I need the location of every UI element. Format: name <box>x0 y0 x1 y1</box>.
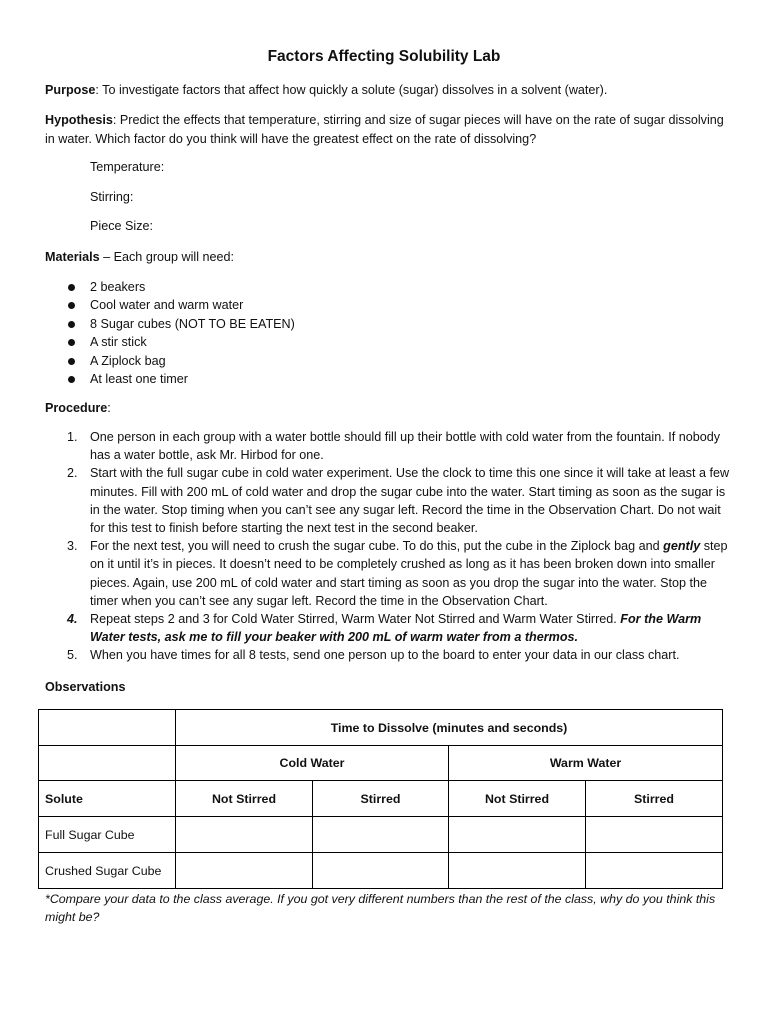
bullet-icon <box>68 284 75 291</box>
procedure-step-5: 5. When you have times for all 8 tests, send one person up to the board to enter your data in our class chart. <box>67 648 680 663</box>
cold-water-header: Cold Water <box>176 746 449 781</box>
bullet-icon <box>68 302 75 309</box>
purpose-section <box>45 81 735 100</box>
table-row <box>39 781 723 817</box>
list-item: Cool water and warm water <box>45 296 725 314</box>
list-item: 8 Sugar cubes (NOT TO BE EATEN) <box>45 315 725 333</box>
row-label-full-sugar-cube: Full Sugar Cube <box>39 817 176 853</box>
table-row <box>39 853 723 889</box>
bullet-icon <box>68 339 75 346</box>
table-row <box>39 746 723 781</box>
hypothesis-prompt-stirring: Stirring: <box>90 190 134 204</box>
materials-list <box>45 278 725 388</box>
table-row <box>39 817 723 853</box>
observation-chart <box>38 709 723 889</box>
procedure-step-3: 3. For the next test, you will need to crush the sugar cube. To do this, put the cube in the Ziplock bag and gently step on it until it’s in pieces. It doesn’t need to be completely crushed as long as it has been broken down into smaller pieces. Again, use 200 mL of cold water and start timing as soon as you drop the sugar into the water. Stop the timer when you can’t see any sugar left. Record the time in the Observation Chart. <box>67 539 728 608</box>
materials-text: – Each group will need: <box>99 250 235 264</box>
bullet-icon <box>68 358 75 365</box>
table-cell-blank[interactable] <box>449 853 586 889</box>
table-cell-empty <box>39 710 176 746</box>
bullet-icon <box>68 321 75 328</box>
cold-not-stirred-header: Not Stirred <box>176 781 313 817</box>
table-row <box>39 710 723 746</box>
warm-water-header: Warm Water <box>449 746 723 781</box>
hypothesis-label: Hypothesis <box>45 113 113 127</box>
table-cell-blank[interactable] <box>586 817 723 853</box>
page-title: Factors Affecting Solubility Lab <box>267 48 501 65</box>
procedure-step-4: 4. Repeat steps 2 and 3 for Cold Water Stirred, Warm Water Not Stirred and Warm Water Stirred. For the Warm Water tests, ask me to fill your beaker with 200 mL of warm water from a thermos. <box>67 612 702 645</box>
table-cell-blank[interactable] <box>313 817 449 853</box>
procedure-steps <box>45 428 731 665</box>
warm-not-stirred-header: Not Stirred <box>449 781 586 817</box>
list-item: A Ziplock bag <box>45 352 725 370</box>
procedure-label: Procedure <box>45 401 108 415</box>
list-item: 2 beakers <box>45 278 725 296</box>
hypothesis-prompt-temperature: Temperature: <box>90 160 165 174</box>
procedure-step-1: 1. One person in each group with a water bottle should fill up their bottle with cold water from the fountain. If nobody has a water bottle, ask Mr. Hirbod for one. <box>67 430 721 463</box>
procedure-heading: Procedure: <box>45 401 111 415</box>
purpose-text: : To investigate factors that affect how quickly a solute (sugar) dissolves in a solvent (water). <box>95 83 608 97</box>
hypothesis-section <box>45 111 735 149</box>
list-item: A stir stick <box>45 333 725 351</box>
purpose-label: Purpose <box>45 83 96 97</box>
procedure-step-2: 2. Start with the full sugar cube in cold water experiment. Use the clock to time this one since it will take at least a few minutes. Fill with 200 mL of cold water and drop the sugar cube into the water. Start timing as soon as the sugar is in the water. Stop timing when you can’t see any sugar left. Record the time in the Observation Chart. Do not wait for this test to finish before starting the next test in the second beaker. <box>67 466 730 536</box>
solute-header: Solute <box>39 781 176 817</box>
table-cell-blank[interactable] <box>449 817 586 853</box>
footnote: *Compare your data to the class average. If you got very different numbers than the rest of the class, why do you think this might be? <box>45 892 716 924</box>
table-cell-blank[interactable] <box>176 853 313 889</box>
cold-stirred-header: Stirred <box>313 781 449 817</box>
table-cell-blank[interactable] <box>313 853 449 889</box>
table-cell-blank[interactable] <box>176 817 313 853</box>
table-cell-empty <box>39 746 176 781</box>
bullet-icon <box>68 376 75 383</box>
row-label-crushed-sugar-cube: Crushed Sugar Cube <box>39 853 176 889</box>
list-item: At least one timer <box>45 370 725 388</box>
materials-section <box>45 248 735 267</box>
table-cell-blank[interactable] <box>586 853 723 889</box>
time-to-dissolve-header: Time to Dissolve (minutes and seconds) <box>176 710 723 746</box>
materials-label: Materials <box>45 250 100 264</box>
hypothesis-text: : Predict the effects that temperature, stirring and size of sugar pieces will have on the rate of sugar dissolving in water. Which factor do you think will have the greatest effect on the rate of dissolving? <box>45 113 724 146</box>
observations-heading: Observations <box>45 680 126 694</box>
warm-stirred-header: Stirred <box>586 781 723 817</box>
hypothesis-prompt-piece-size: Piece Size: <box>90 219 153 233</box>
